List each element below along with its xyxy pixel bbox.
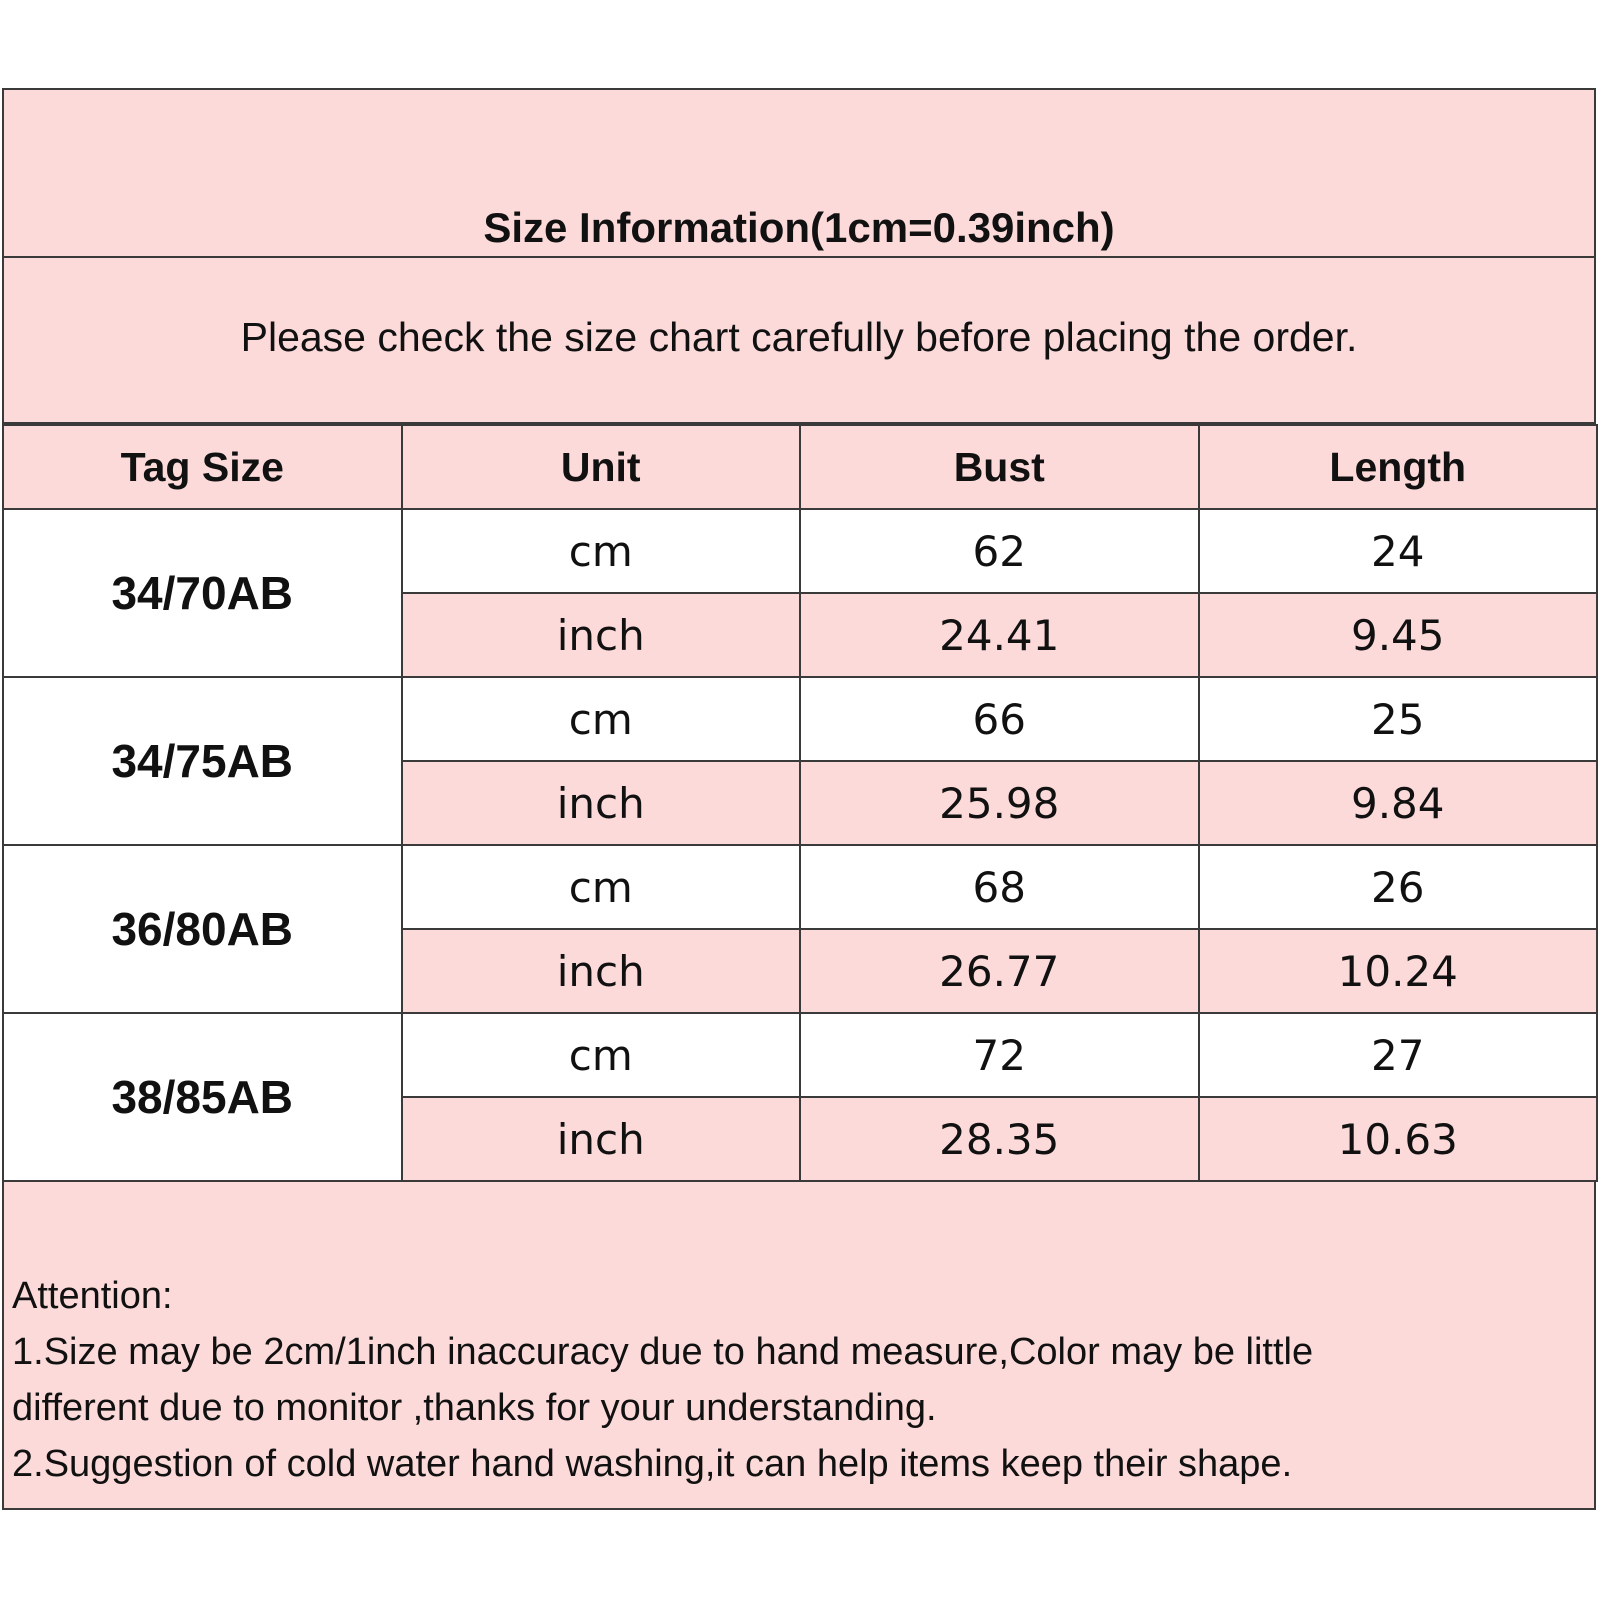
header-length: Length bbox=[1199, 425, 1598, 509]
header-unit: Unit bbox=[402, 425, 801, 509]
notice-text: Please check the size chart carefully before placing the order. bbox=[240, 314, 1358, 360]
size-table bbox=[2, 424, 1598, 1182]
unit-cell: cm bbox=[402, 845, 801, 929]
attention-line-3: 2.Suggestion of cold water hand washing,it can help items keep their shape. bbox=[12, 1443, 1293, 1485]
unit-cell: inch bbox=[402, 593, 801, 677]
header-row bbox=[3, 425, 1597, 509]
chart-title: Size Information(1cm=0.39inch) bbox=[483, 204, 1115, 251]
unit-cell: inch bbox=[402, 761, 801, 845]
length-cell: 26 bbox=[1199, 845, 1598, 929]
unit-cell: inch bbox=[402, 1097, 801, 1181]
bust-cell: 25.98 bbox=[800, 761, 1199, 845]
header-bust: Bust bbox=[800, 425, 1199, 509]
notice-band bbox=[4, 258, 1594, 424]
length-cell: 10.63 bbox=[1199, 1097, 1598, 1181]
attention-heading: Attention: bbox=[12, 1275, 173, 1317]
bust-cell: 26.77 bbox=[800, 929, 1199, 1013]
length-cell: 24 bbox=[1199, 509, 1598, 593]
tag-size-cell: 38/85AB bbox=[3, 1013, 402, 1181]
table-row bbox=[3, 845, 1597, 929]
unit-cell: cm bbox=[402, 1013, 801, 1097]
bust-cell: 62 bbox=[800, 509, 1199, 593]
bust-cell: 24.41 bbox=[800, 593, 1199, 677]
attention-line-2: different due to monitor ,thanks for your understanding. bbox=[12, 1387, 937, 1429]
bust-cell: 66 bbox=[800, 677, 1199, 761]
tag-size-cell: 34/75AB bbox=[3, 677, 402, 845]
table-row bbox=[3, 677, 1597, 761]
attention-line-1: 1.Size may be 2cm/1inch inaccuracy due to hand measure,Color may be little bbox=[12, 1331, 1314, 1373]
table-row bbox=[3, 1013, 1597, 1097]
length-cell: 25 bbox=[1199, 677, 1598, 761]
unit-cell: inch bbox=[402, 929, 801, 1013]
table-row bbox=[3, 509, 1597, 593]
length-cell: 9.84 bbox=[1199, 761, 1598, 845]
header-tag-size: Tag Size bbox=[3, 425, 402, 509]
attention-notes bbox=[12, 1268, 1574, 1492]
length-cell: 10.24 bbox=[1199, 929, 1598, 1013]
title-band bbox=[4, 90, 1594, 258]
length-cell: 9.45 bbox=[1199, 593, 1598, 677]
bust-cell: 28.35 bbox=[800, 1097, 1199, 1181]
tag-size-cell: 36/80AB bbox=[3, 845, 402, 1013]
unit-cell: cm bbox=[402, 509, 801, 593]
size-chart-sheet bbox=[2, 88, 1596, 1510]
unit-cell: cm bbox=[402, 677, 801, 761]
bust-cell: 68 bbox=[800, 845, 1199, 929]
bust-cell: 72 bbox=[800, 1013, 1199, 1097]
tag-size-cell: 34/70AB bbox=[3, 509, 402, 677]
length-cell: 27 bbox=[1199, 1013, 1598, 1097]
